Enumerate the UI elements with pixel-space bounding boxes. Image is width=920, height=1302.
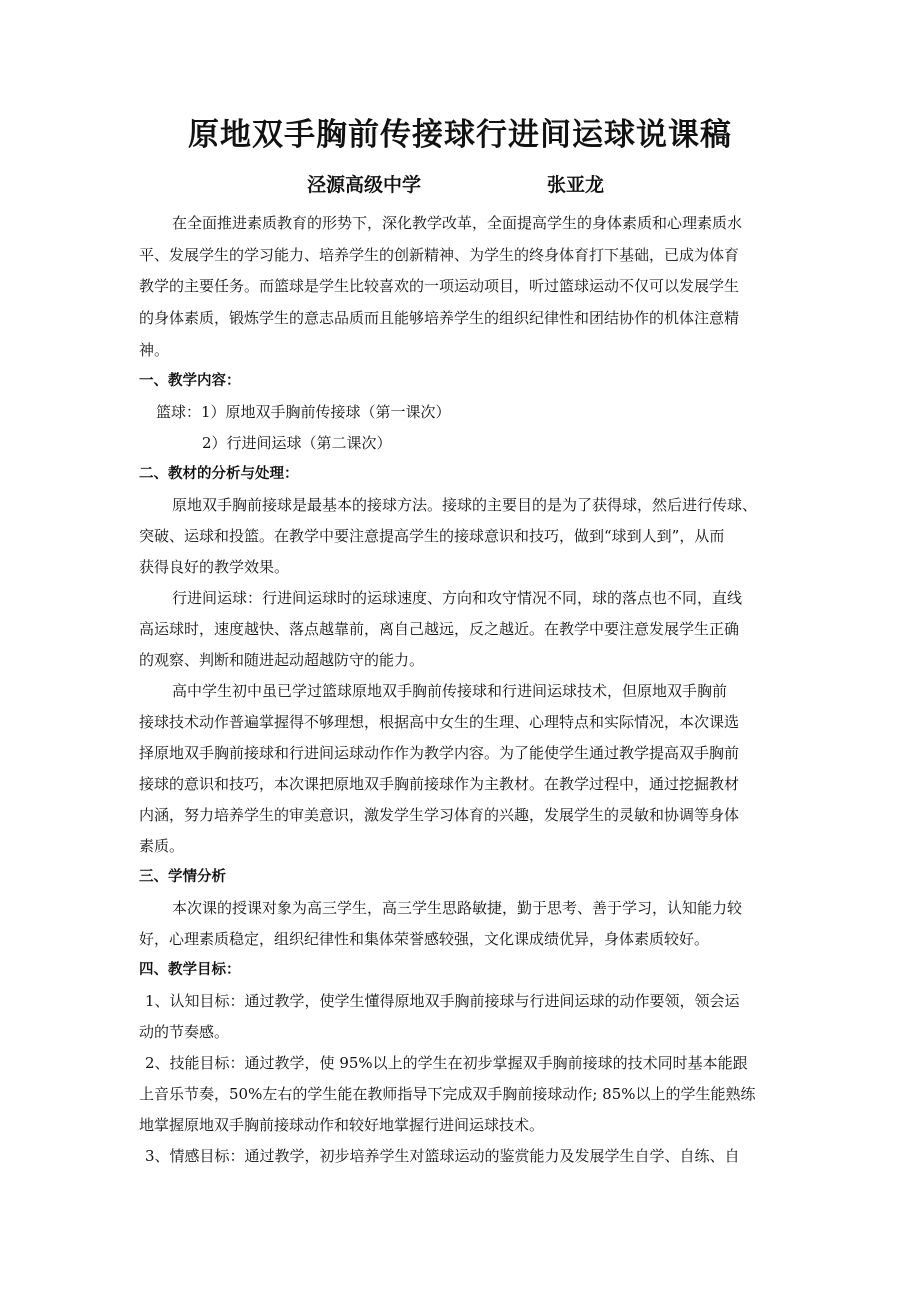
material-line-10: 接球的意识和技巧，本次课把原地双手胸前接球作为主教材。在教学过程中，通过挖掘教材	[139, 775, 740, 793]
content-item-1: 篮球：1）原地双手胸前传接球（第一课次）	[156, 403, 451, 421]
material-line-5: 高运球时，速度越快、落点越靠前，离自己越远，反之越近。在教学中要注意发展学生正确	[139, 620, 740, 638]
intro-line-3: 教学的主要任务。而篮球是学生比较喜欢的一项运动项目，听过篮球运动不仅可以发展学生	[139, 277, 740, 295]
goal-line-4: 上音乐节奏，50%左右的学生能在教师指导下完成双手胸前接球动作; 85%以上的学生能熟练	[139, 1085, 756, 1103]
section-heading-teaching-content: 一、教学内容：	[139, 373, 241, 389]
material-line-12: 素质。	[139, 837, 185, 855]
goal-line-6: 3、情感目标：通过教学，初步培养学生对篮球运动的鉴赏能力及发展学生自学、自练、自	[145, 1147, 740, 1165]
material-line-9: 择原地双手胸前接球和行进间运球动作作为教学内容。为了能使学生通过教学提高双手胸前	[139, 744, 740, 762]
document-title: 原地双手胸前传接球行进间运球说课稿	[188, 117, 732, 153]
intro-line-1: 在全面推进素质教育的形势下，深化教学改革，全面提高学生的身体素质和心理素质水	[172, 214, 743, 232]
student-line-2: 好，心理素质稳定，组织纪律性和集体荣誉感较强，文化课成绩优异，身体素质较好。	[139, 930, 710, 948]
intro-line-4: 的身体素质，锻炼学生的意志品质而且能够培养学生的组织纪律性和团结协作的机体注意精	[139, 309, 740, 327]
school-name: 泾源高级中学	[307, 174, 422, 196]
section-heading-teaching-goals: 四、教学目标：	[139, 962, 241, 978]
section-heading-student-analysis: 三、学情分析	[139, 869, 226, 885]
material-line-4: 行进间运球：行进间运球时的运球速度、方向和攻守情况不同，球的落点也不同，直线	[172, 589, 743, 607]
intro-line-5: 神。	[139, 341, 170, 359]
material-line-7: 高中学生初中虽已学过篮球原地双手胸前传接球和行进间运球技术，但原地双手胸前	[172, 682, 728, 700]
content-item-2: 2）行进间运球（第二课次）	[202, 434, 392, 452]
intro-line-2: 平、发展学生的学习能力、培养学生的创新精神、为学生的终身体育打下基础，已成为体育	[139, 246, 740, 264]
material-line-1: 原地双手胸前接球是最基本的接球方法。接球的主要目的是为了获得球，然后进行传球、	[172, 496, 758, 514]
goal-line-1: 1、认知目标：通过教学，使学生懂得原地双手胸前接球与行进间运球的动作要领，领会运	[145, 992, 740, 1010]
material-line-11: 内涵，努力培养学生的审美意识，激发学生学习体育的兴趣，发展学生的灵敏和协调等身体	[139, 806, 740, 824]
goal-line-3: 2、技能目标：通过教学，使 95%以上的学生在初步掌握双手胸前接球的技术同时基本能跟	[145, 1054, 748, 1072]
goal-line-5: 地掌握原地双手胸前接球动作和较好地掌握行进间运球技术。	[139, 1116, 545, 1134]
author-name: 张亚龙	[547, 174, 605, 196]
section-heading-material-analysis: 二、教材的分析与处理：	[139, 466, 299, 482]
material-line-6: 的观察、判断和随进起动超越防守的能力。	[139, 651, 425, 669]
material-line-2: 突破、运球和投篮。在教学中要注意提高学生的接球意识和技巧，做到“球到人到”，从而	[139, 527, 725, 545]
material-line-8: 接球技术动作普遍掌握得不够理想，根据高中女生的生理、心理特点和实际情况，本次课选	[139, 713, 740, 731]
material-line-3: 获得良好的教学效果。	[139, 558, 290, 576]
goal-line-2: 动的节奏感。	[139, 1023, 230, 1041]
student-line-1: 本次课的授课对象为高三学生，高三学生思路敏捷，勤于思考、善于学习，认知能力较	[172, 899, 743, 917]
